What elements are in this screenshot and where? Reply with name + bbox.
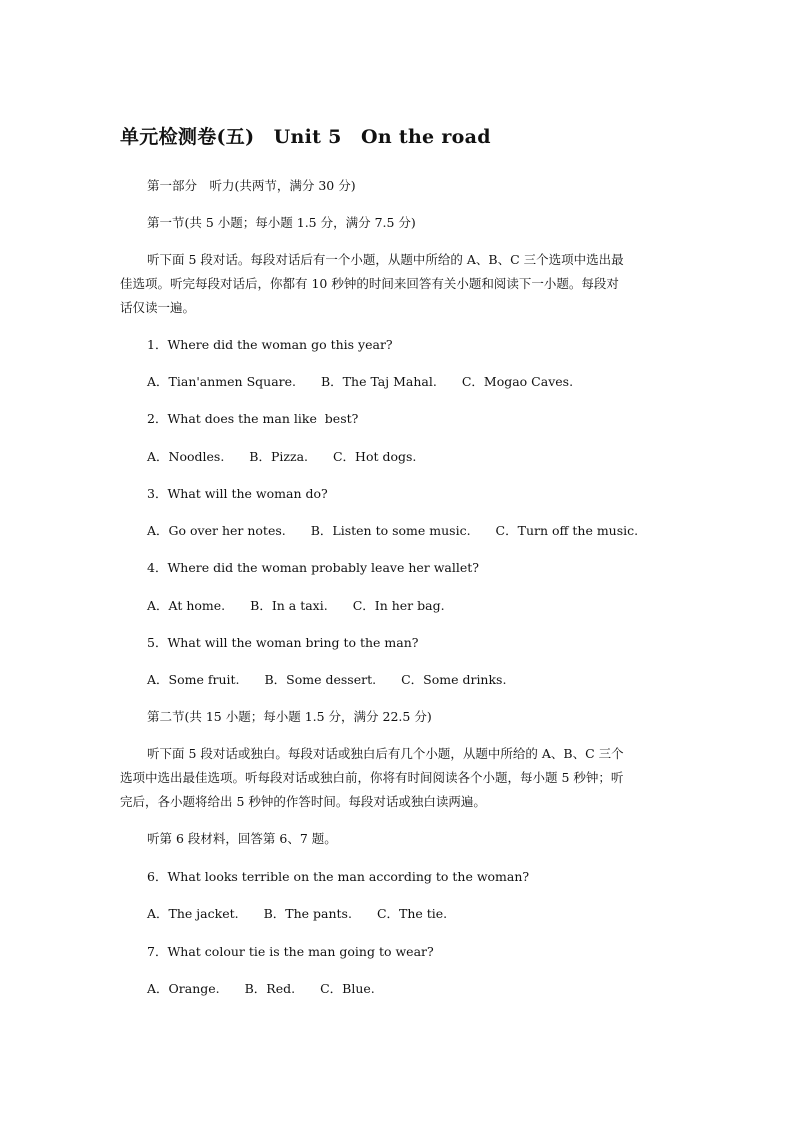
- section2-heading: 第二节(共 15 小题；每小题 1.5 分，满分 22.5 分): [147, 709, 432, 724]
- question-4-options: A．At home. B．In a taxi. C．In her bag.: [147, 598, 445, 613]
- section2-instructions-line-2: 选项中选出最佳选项。听每段对话或独白前，你将有时间阅读各个小题，每小题 5 秒钟；听: [120, 770, 624, 785]
- question-6-options: A．The jacket. B．The pants. C．The tie.: [147, 906, 448, 921]
- question-3-options: A．Go over her notes. B．Listen to some music. C．Turn off the music.: [147, 523, 639, 538]
- question-2-options: A．Noodles. B．Pizza. C．Hot dogs.: [147, 449, 417, 464]
- question-5-stem: 5．What will the woman bring to the man?: [147, 635, 419, 650]
- question-6-stem: 6．What looks terrible on the man according to the woman?: [147, 869, 530, 884]
- section1-instructions-line-1: 听下面 5 段对话。每段对话后有一个小题，从题中所给的 A、B、C 三个选项中选出最: [147, 252, 624, 267]
- section1-instructions-line-2: 佳选项。听完每段对话后，你都有 10 秒钟的时间来回答有关小题和阅读下一小题。每段对: [120, 276, 619, 291]
- question-4-stem: 4．Where did the woman probably leave her wallet?: [147, 560, 480, 575]
- part1-heading: 第一部分 听力(共两节，满分 30 分): [147, 178, 356, 193]
- section1-heading: 第一节(共 5 小题；每小题 1.5 分，满分 7.5 分): [147, 215, 416, 230]
- section1-instructions-line-3: 话仅读一遍。: [120, 300, 196, 315]
- section2-instructions-line-1: 听下面 5 段对话或独白。每段对话或独白后有几个小题，从题中所给的 A、B、C 三个: [147, 746, 624, 761]
- question-7-stem: 7．What colour tie is the man going to wear?: [147, 944, 434, 959]
- question-3-stem: 3．What will the woman do?: [147, 486, 328, 501]
- question-1-options: A．Tian'anmen Square. B．The Taj Mahal. C．Mogao Caves.: [147, 374, 574, 389]
- section2-instructions-line-3: 完后，各小题将给出 5 秒钟的作答时间。每段对话或独白读两遍。: [120, 794, 486, 809]
- page-title: 单元检测卷(五) Unit 5 On the road: [120, 126, 491, 148]
- question-7-options: A．Orange. B．Red. C．Blue.: [147, 981, 375, 996]
- question-5-options: A．Some fruit. B．Some dessert. C．Some drinks.: [147, 672, 507, 687]
- question-2-stem: 2．What does the man like best?: [147, 411, 359, 426]
- material-6-heading: 听第 6 段材料，回答第 6、7 题。: [147, 831, 337, 846]
- question-1-stem: 1．Where did the woman go this year?: [147, 337, 393, 352]
